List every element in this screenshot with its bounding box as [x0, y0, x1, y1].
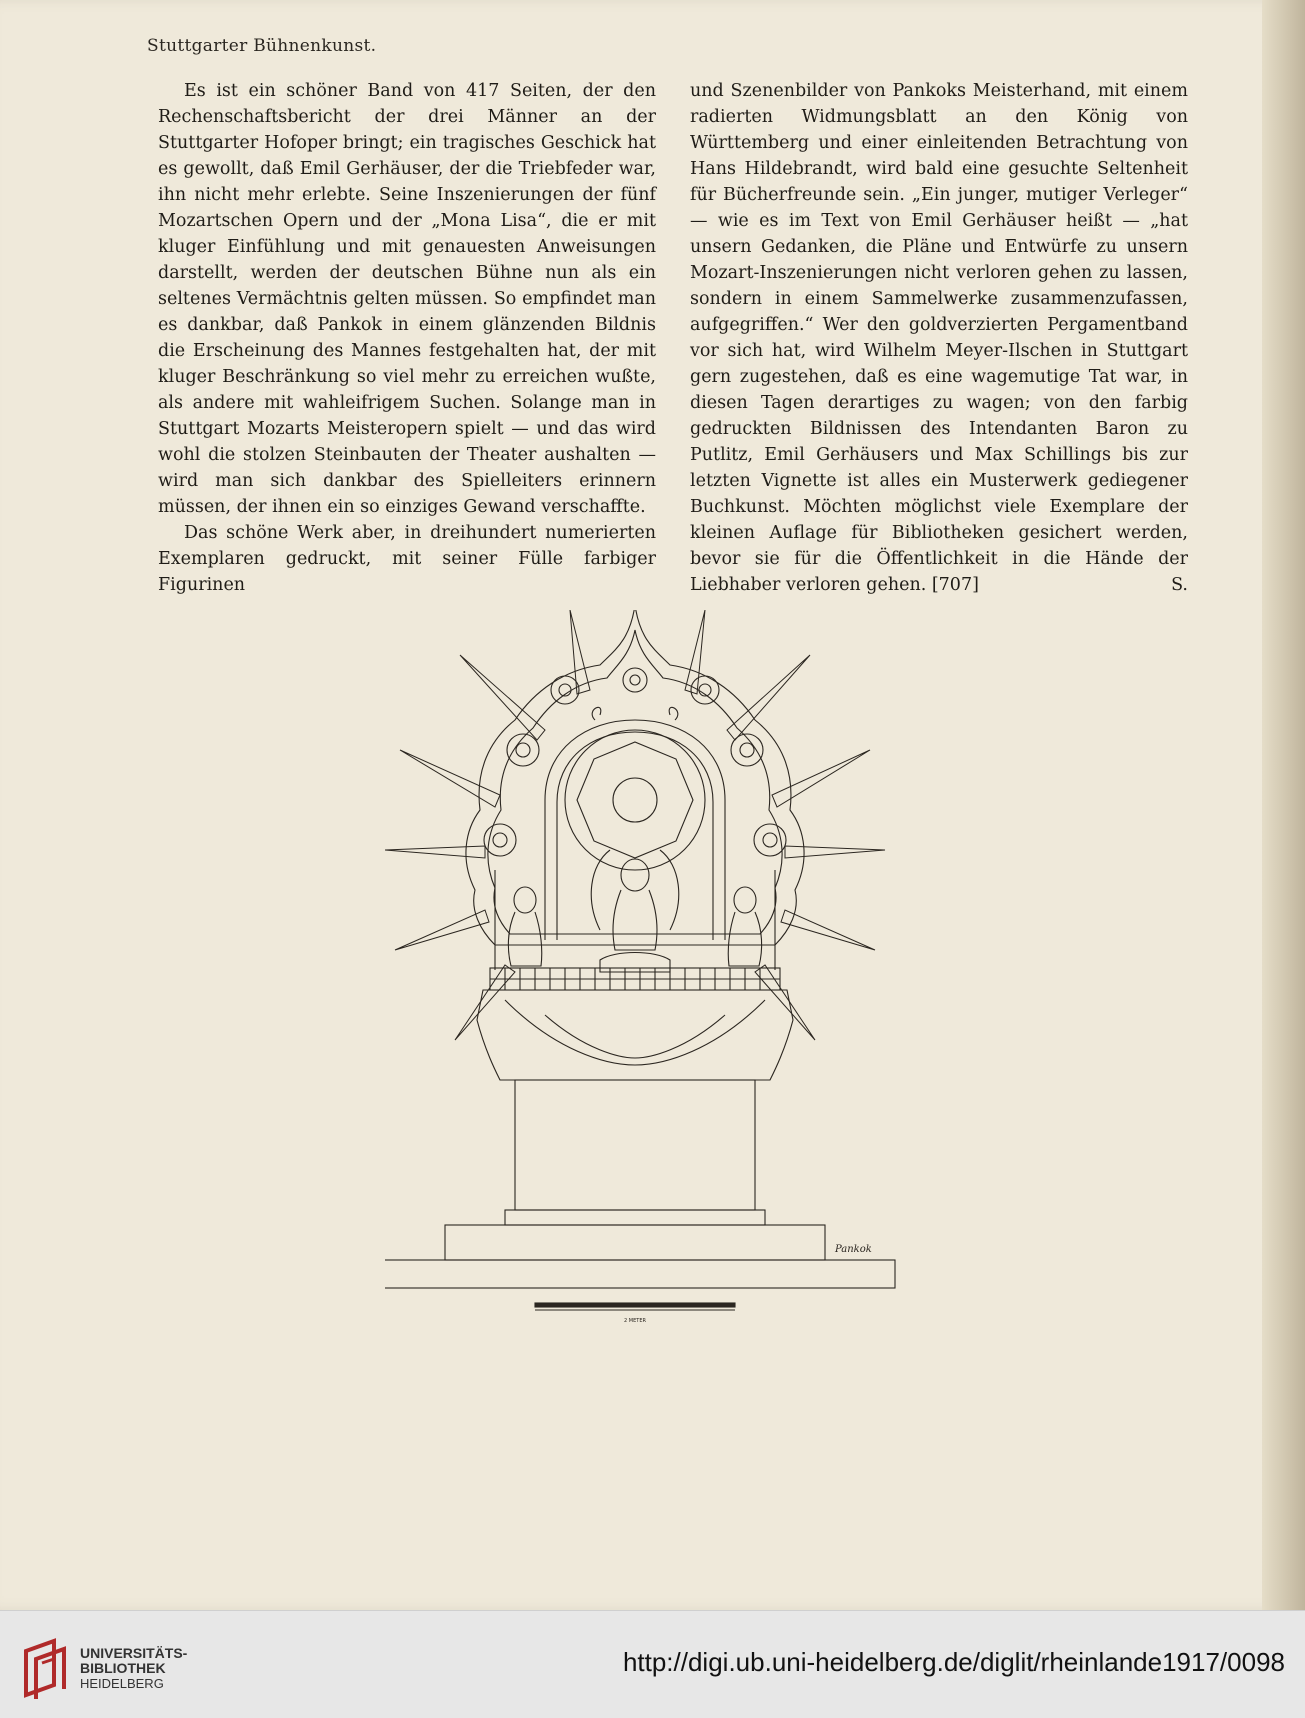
paragraph-continued [690, 78, 1188, 598]
library-footer [0, 1610, 1305, 1718]
author-initial: S. [1171, 575, 1188, 595]
source-url[interactable]: http://digi.ub.uni-heidelberg.de/diglit/rheinlande1917/0098 [622, 1647, 1285, 1677]
paragraph-text: und Szenenbilder von Pankoks Meisterhand, mit einem radierten Widmungsblatt an den König von Württemberg und einer einleitenden Betrachtung von Hans Hildebrandt, wird bald eine gesuchte Seltenheit für Bücherfreunde sein. „Ein junger, mutiger Verleger“ — wie es im Text von Emil Gerhäuser heißt — „hat unsern Gedanken, die Pläne und Entwürfe zu unsern Mozart-Inszenierungen nicht verloren gehen zu lassen, sondern in einem Sammelwerke zusammenzufassen, aufgegriffen.“ Wer den goldverzierten Pergamentband vor sich hat, wird Wilhelm Meyer-Ilschen in Stuttgart gern zugestehen, daß es eine wagemutige Tat war, in diesen Tagen derartiges zu wagen; von den farbig gedruckten Bildnissen des Intendanten Baron zu Putlitz, Emil Gerhäusers und Max Schillings bis zur letzten Vignette ist alles ein Musterwerk gediegener Buchkunst. Möchten möglichst viele Exemplare der kleinen Auflage für Bibliotheken gesichert werden, bevor sie für die Öffentlichkeit in die Hände der Liebhaber verloren gehen. [707] [690, 81, 1188, 595]
right-text-column [690, 78, 1188, 598]
library-name: UNIVERSITÄTS- BIBLIOTHEK HEIDELBERG [80, 1645, 188, 1691]
running-head: Stuttgarter Bühnenkunst. [147, 36, 377, 56]
scale-bar [535, 1303, 735, 1310]
library-logo [12, 1633, 82, 1703]
base-block [477, 968, 793, 1080]
artist-signature: Pankok [835, 1244, 872, 1255]
pedestal [385, 1080, 895, 1288]
page-edge [1262, 0, 1305, 1610]
paragraph: Das schöne Werk aber, in dreihundert numerierten Exemplaren gedruckt, mit seiner Fülle farbiger Figurinen [158, 523, 656, 595]
scale-label: 2 METER [624, 1318, 646, 1324]
central-disc [545, 720, 725, 940]
monument-illustration [385, 610, 915, 1340]
paragraph: Es ist ein schöner Band von 417 Seiten, der den Rechenschaftsbericht der drei Männer an der Stuttgarter Hofoper bringt; ein tragisches Geschick hat es gewollt, daß Emil Gerhäuser, der die Triebfeder war, ihn nicht mehr erlebte. Seine Inszenierungen der fünf Mozartschen Opern und der „Mona Lisa“, die er mit kluger Einfühlung und mit genauesten Anweisungen darstellt, werden der deutschen Bühne nun als ein seltenes Vermächtnis gelten müssen. So empfindet man es dankbar, daß Pankok in einem glänzenden Bildnis die Erscheinung des Mannes festgehalten hat, der mit kluger Beschränkung so viel mehr zu erreichen wußte, als andere mit wahleifrigem Suchen. Solange man in Stuttgart Mozarts Meisteropern spielt — und das wird wohl die stolzen Steinbauten der Theater aushalten — wird man sich dankbar des Spielleiters erinnern müssen, der ihnen ein so einziges Gewand verschaffte. [158, 81, 656, 517]
seated-figures [495, 850, 775, 972]
left-text-column [158, 78, 656, 598]
